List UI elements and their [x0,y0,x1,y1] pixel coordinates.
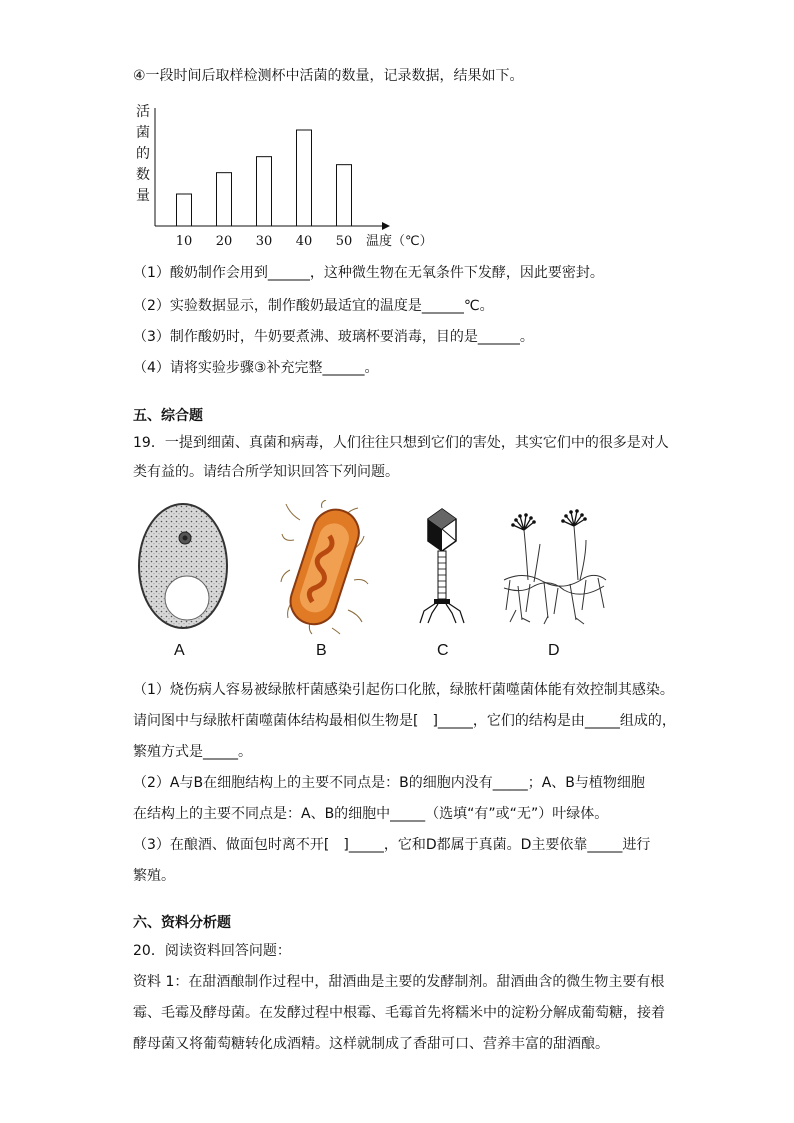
q18-part-2: （2）实验数据显示，制作酸奶最适宜的温度是______℃。 [133,298,494,314]
x-tick-20: 20 [215,234,233,249]
bacteriophage-illustration [414,505,470,625]
bar-10 [177,194,192,226]
y-label-char: 量 [136,188,150,204]
material-1-line-3: 酵母菌又将葡萄糖转化成酒精。这样就制成了香甜可口、营养丰富的甜酒酿。 [133,1036,609,1052]
figure-label-c: C [437,642,449,659]
q19-stem-line-2: 类有益的。请结合所学知识回答下列问题。 [133,464,399,480]
x-tick-40: 40 [295,234,313,249]
q19-part-1-line-1: （1）烧伤病人容易被绿脓杆菌感染引起伤口化脓，绿脓杆菌噬菌体能有效控制其感染。 [133,682,674,698]
q19-part-3-line-1: （3）在酿酒、做面包时离不开[ ]_____，它和D都属于真菌。D主要依靠_____进行 [133,837,651,853]
bacterium-illustration [280,500,370,635]
x-axis-label: 温度（℃） [366,234,433,249]
q18-part-1: （1）酸奶制作会用到______，这种微生物在无氧条件下发酵，因此要密封。 [133,265,604,281]
y-label-char: 菌 [136,125,150,141]
section-5-heading: 五、综合题 [133,408,203,424]
bar-50 [337,165,352,226]
y-label-char: 数 [136,167,150,183]
y-axis-label [136,104,150,204]
q19-part-3-line-2: 繁殖。 [133,868,175,884]
bar-30 [257,157,272,226]
bar-40 [297,130,312,226]
q19-part-1-line-2: 请问图中与绿脓杆菌噬菌体结构最相似生物是[ ]_____，它们的结构是由_____组成的， [133,713,676,729]
bar-20 [217,173,232,226]
bacteria-count-bar-chart [128,100,438,252]
material-1-line-2: 霉、毛霉及酵母菌。在发酵过程中根霉、毛霉首先将糯米中的淀粉分解成葡萄糖，接着 [133,1005,665,1021]
material-1-line-1: 资料 1：在甜酒酿制作过程中，甜酒曲是主要的发酵制剂。甜酒曲含的微生物主要有根 [133,974,665,990]
q18-part-3: （3）制作酸奶时，牛奶要煮沸、玻璃杯要消毒，目的是______。 [133,329,534,345]
figure-label-b: B [316,642,327,659]
step-4-text: ④一段时间后取样检测杯中活菌的数量，记录数据，结果如下。 [133,68,524,84]
q18-part-4: （4）请将实验步骤③补充完整______。 [133,360,379,376]
figure-label-d: D [548,642,560,659]
yeast-cell-illustration [135,500,231,632]
q19-stem-line-1: 19．一提到细菌、真菌和病毒，人们往往只想到它们的害处，其实它们中的很多是对人 [133,435,669,451]
x-tick-10: 10 [175,234,193,249]
y-label-char: 活 [136,104,150,120]
x-axis-arrow [382,222,390,230]
q19-part-1-line-3: 繁殖方式是_____。 [133,744,252,760]
y-label-char: 的 [136,146,150,162]
section-6-heading: 六、资料分析题 [133,915,231,931]
x-tick-30: 30 [255,234,273,249]
q19-part-2-line-2: 在结构上的主要不同点是：A、B的细胞中_____（选填“有”或“无”）叶绿体。 [133,806,609,822]
q20-stem: 20．阅读资料回答问题： [133,943,291,959]
mold-illustration [500,500,610,625]
q19-part-2-line-1: （2）A与B在细胞结构上的主要不同点是：B的细胞内没有_____；A、B与植物细胞 [133,775,645,791]
x-tick-50: 50 [335,234,353,249]
figure-label-a: A [174,642,185,659]
